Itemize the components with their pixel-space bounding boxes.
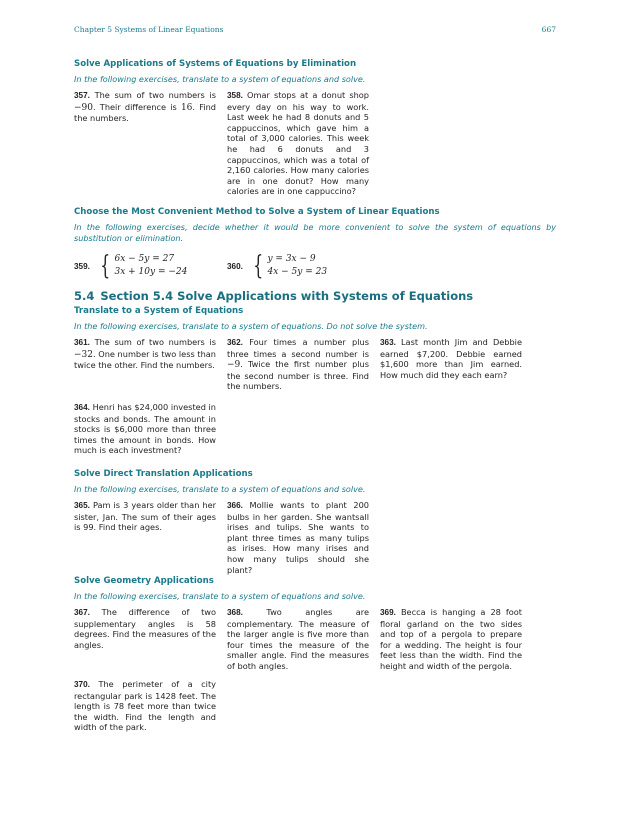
exercise-text: . Their difference is [93,101,181,112]
subsection-title: Choose the Most Convenient Method to Solve a System of Linear Equations [74,207,440,217]
equation: 4x − 5y = 23 [267,267,328,277]
exercise-357 [74,90,216,197]
exercise-number: 365. [74,501,90,510]
math-value: −9 [227,360,241,371]
section-direct-translation [74,469,556,575]
exercise-361 [74,337,216,392]
exercise-text: The sum of two numbers is [89,337,216,347]
exercise-text: Pam is 3 years older than her sister, Jan. The sum of their ages is 99. Find their ages. [74,500,216,533]
page-number: 667 [541,25,556,34]
exercise-number: 361. [74,338,90,347]
brace-glyph: { [100,251,111,281]
chapter-title: Chapter 5 Systems of Linear Equations [74,25,224,34]
exercise-number: 367. [74,608,90,617]
exercise-365 [74,500,216,575]
section-title: Section 5.4 Solve Applications with Systems of Equations [100,289,474,303]
exercise-text: Omar stops at a donut shop every day on his way to work. Last week he had 8 donuts and 5 cappuccinos, which gave him a total of 3,000 calories. This week he had 6 donuts and 3 cappuccinos, which was a total of 2,160 calories. How many calories are in one donut? How many calories are in one cappuccino? [227,90,369,197]
section-5-4-heading [74,289,556,303]
section-number: 5.4 [74,289,95,303]
subsection-title: Solve Direct Translation Applications [74,469,253,479]
exercise-number: 358. [227,91,243,100]
instructions: In the following exercises, translate to a system of equations. Do not solve the system. [74,321,428,331]
exercise-368 [227,607,369,672]
exercise-363 [380,337,522,392]
exercise-text: . One number is two less than twice the other. Find the numbers. [74,348,216,371]
instructions: In the following exercises, translate to a system of equations and solve. [74,591,366,601]
exercise-number: 370. [74,680,90,689]
exercise-text: Four times a number plus three times a second number is [227,337,369,359]
instructions: In the following exercises, translate to a system of equations and solve. [74,74,366,84]
exercise-number: 366. [227,501,243,510]
exercise-362 [227,337,369,392]
exercise-number: 364. [74,403,90,412]
section-geometry [74,576,556,672]
exercise-number: 359. [74,261,90,271]
exercise-text: The perimeter of a city rectangular park is 1428 feet. The length is 78 feet more than twice the width. Find the length and width of the park. [74,679,216,733]
exercise-number: 368. [227,608,243,617]
exercise-row-364 [74,402,556,456]
exercise-number: 360. [227,261,243,271]
brace-glyph: { [253,251,264,281]
exercise-370 [74,679,216,733]
exercise-text: Two angles are complementary. The measure of the larger angle is five more than four times the measure of the smaller angle. Find the measures of both angles. [227,607,369,671]
section-translate [74,306,556,392]
exercise-number: 369. [380,608,396,617]
subsection-title: Solve Geometry Applications [74,576,214,586]
exercise-row-370 [74,679,556,733]
math-value: −90 [74,102,93,113]
exercise-text: The difference of two supplementary angles is 58 degrees. Find the measures of the angles. [74,607,216,650]
equation: y = 3x − 9 [267,254,316,264]
exercise-369 [380,607,522,672]
exercise-text: Henri has $24,000 invested in stocks and bonds. The amount in stocks is $6,000 more than three times the amount in bonds. How much is each investment? [74,402,216,456]
exercise-360 [227,253,380,279]
math-value: 16 [180,102,193,113]
equation: 6x − 5y = 27 [114,254,175,264]
math-value: −32 [74,349,93,360]
section-convenient-method [74,207,556,279]
exercise-number: 362. [227,338,243,347]
exercise-text: Becca is hanging a 28 foot floral garland on the two sides and top of a pergola to prepare for a wedding. The height is four feet less than the width. Find the height and width of the pergola. [380,607,522,671]
exercise-text: Mollie wants to plant 200 bulbs in her garden. She wantsall irises and tulips. She wants to plant three times as many tulips as irises. How many irises and how many tulips should she plant? [227,500,369,575]
exercise-359 [74,253,227,279]
exercise-text: Last month Jim and Debbie earned $7,200. Debbie earned $1,600 more than Jim earned. How much did they each earn? [380,337,522,380]
instructions: In the following exercises, translate to a system of equations and solve. [74,484,366,494]
subsection-title: Solve Applications of Systems of Equations by Elimination [74,59,357,69]
exercise-text: . Find the numbers. [74,101,216,124]
exercise-358 [227,90,369,197]
exercise-number: 363. [380,338,396,347]
section-elimination [74,59,556,197]
exercise-364 [74,402,216,456]
equation: 3x + 10y = −24 [114,267,188,277]
exercise-367 [74,607,216,672]
exercise-text: The sum of two numbers is [89,90,216,100]
exercise-number: 357. [74,91,90,100]
subsection-title: Translate to a System of Equations [74,306,244,316]
running-header [74,25,556,34]
exercise-366 [227,500,369,575]
exercise-text: . Twice the first number plus the second number is three. Find the numbers. [227,359,369,392]
instructions: In the following exercises, decide whether it would be more convenient to solve the system of equations by substitution or elimination. [74,222,556,243]
